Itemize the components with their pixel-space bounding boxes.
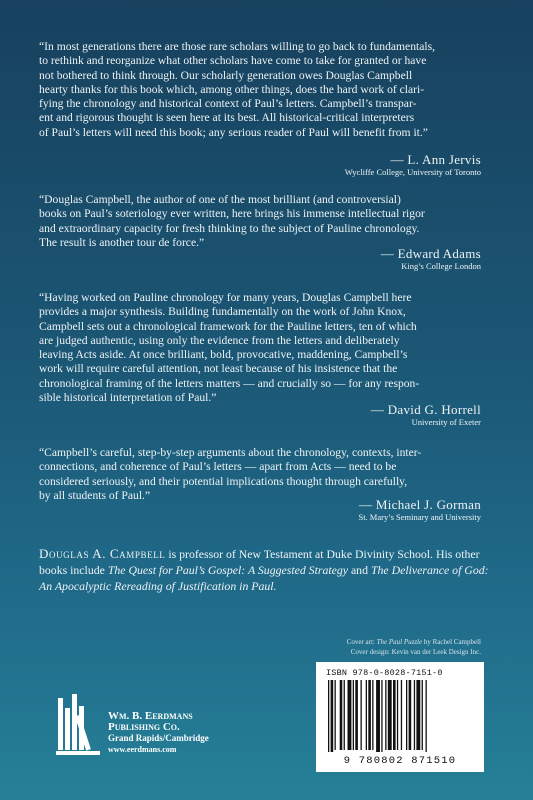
blurb-line: by all students of Paul.” (39, 488, 151, 502)
artist-credit: by Rachel Campbell (422, 638, 481, 646)
blurb-line: fying the chronology and historical context of Paul’s letters. Campbell’s transpar- (39, 97, 417, 111)
blurb-line: sible historical interpretation of Paul.” (39, 391, 217, 405)
blurb-4-attribution (358, 497, 481, 523)
endorser-affiliation: Wycliffe College, University of Toronto (344, 167, 481, 177)
blurb-line: considered seriously, and their potential implications thought through carefully, (39, 474, 408, 488)
blurb-line: chronological framing of the letters matters — and crucially so — for any respon- (39, 376, 420, 390)
credit-label: Cover art: (346, 638, 377, 646)
blurb-line: leaving Acts aside. At once brilliant, bold, provocative, maddening, Campbell’s (39, 348, 408, 362)
blurb-2-attribution (381, 246, 481, 272)
blurb-line: “Campbell’s careful, step-by-step arguments about the chronology, contexts, inter- (39, 446, 422, 459)
cover-credits (347, 637, 481, 657)
publisher-name-line2: Publishing Co. (108, 721, 180, 733)
blurb-line: hearty thanks for this book which, among other things, does the hard work of clari- (39, 82, 425, 96)
blurb-4-quote (39, 446, 485, 503)
blurb-line: and extraordinary capacity for fresh thinking to the subject of Pauline chronology. (39, 221, 420, 235)
blurb-line: connections, and coherence of Paul’s letters — apart from Acts — need to be (39, 460, 397, 474)
bio-text: and (348, 563, 371, 577)
blurb-line: “In most generations there are those rare scholars willing to go back to fundamentals, (39, 40, 435, 53)
blurb-line: not bothered to think through. Our scholarly generation owes Douglas Campbell (39, 68, 413, 82)
bio-text: is professor of New Testament at Duke Divinity School. His other books include (39, 547, 480, 577)
blurb-line: to rethink and reorganize what other scholars have come to take for granted or have (39, 54, 427, 68)
artwork-title: The Paul Puzzle (376, 638, 423, 646)
cover-art-credit (347, 637, 481, 647)
endorser-name: — L. Ann Jervis (390, 152, 481, 167)
blurb-1-attribution (345, 152, 481, 178)
cover-design-credit: Cover design: Kevin van der Leek Design Inc. (350, 648, 481, 656)
publisher-location: Grand Rapids/Cambridge (108, 733, 209, 743)
endorser-name: — Michael J. Gorman (359, 497, 481, 512)
blurb-2-quote (39, 193, 485, 250)
book-title: The Quest for Paul’s Gospel: A Suggested Strategy (107, 563, 348, 577)
blurb-line: “Douglas Campbell, the author of one of the most brilliant (and controversial) (39, 193, 401, 206)
endorser-name: — Edward Adams (380, 246, 481, 261)
blurb-line: “Having worked on Pauline chronology for many years, Douglas Campbell here (39, 291, 412, 304)
blurb-line: books on Paul’s soteriology ever written, here brings his immense intellectual rigor (39, 207, 425, 221)
author-bio (39, 546, 489, 594)
blurb-1-quote (39, 40, 485, 140)
blurb-line: work will require careful attention, not least because of his insistence that the (39, 362, 398, 376)
book-title: The Deliverance of God: An Apocalyptic Rereading of Justification in Paul. (39, 563, 489, 593)
endorser-name: — David G. Horrell (370, 402, 481, 417)
author-name: Douglas A. Campbell (39, 546, 166, 561)
blurb-line: The result is another tour de force.” (39, 235, 205, 249)
blurb-3-attribution (371, 402, 481, 428)
blurb-3-quote (39, 291, 485, 405)
publisher-name-line1: Wm. B. Eerdmans (108, 710, 193, 722)
blurb-line: provides a major synthesis. Building fundamentally on the work of John Knox, (39, 305, 406, 319)
barcode-panel (316, 662, 484, 772)
barcode-icon (326, 680, 474, 752)
blurb-line: of Paul’s letters will need this book; any serious reader of Paul will benefit from it.” (39, 125, 428, 139)
publisher-imprint (108, 711, 209, 755)
barcode-number: 9 780802 871510 (343, 755, 457, 767)
endorser-affiliation: St. Mary’s Seminary and University (358, 512, 481, 522)
blurb-line: Campbell sets out a chronological framework for the Pauline letters, ten of which (39, 319, 417, 333)
endorser-affiliation: University of Exeter (411, 417, 481, 427)
blurb-line: ent and rigorous thought is seen here at its best. All historical-critical interpreters (39, 111, 415, 125)
isbn-text: ISBN 978-0-8028-7151-0 (326, 668, 443, 678)
endorser-affiliation: King’s College London (401, 261, 481, 271)
blurb-line: are judged authentic, using only the evidence from the letters and deliberately (39, 333, 400, 347)
publisher-logo-icon (56, 688, 100, 756)
publisher-url: www.eerdmans.com (108, 745, 177, 754)
